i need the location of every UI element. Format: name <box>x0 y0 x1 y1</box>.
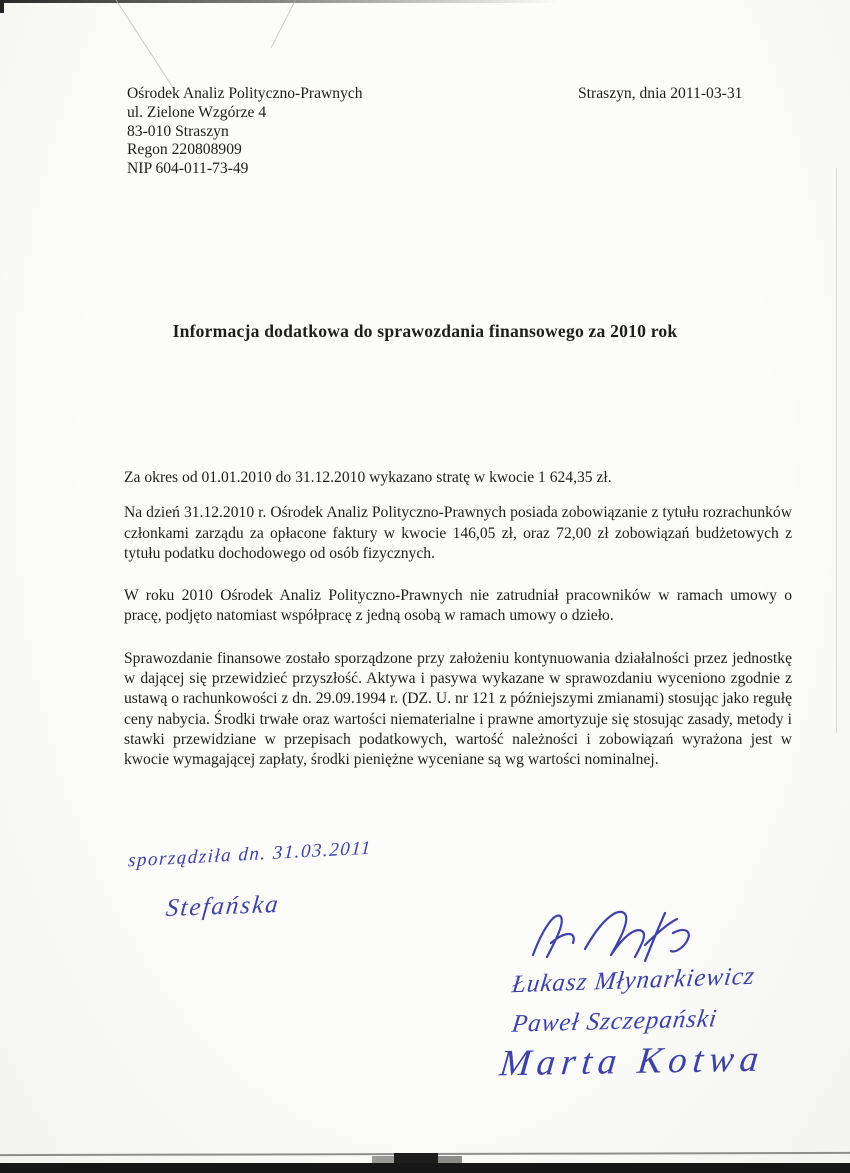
scan-artifact-bottom-band <box>0 1163 850 1173</box>
handwritten-note: sporządziła dn. 31.03.2011 <box>127 837 373 872</box>
paragraph-employment: W roku 2010 Ośrodek Analiz Polityczno-Prawnych nie zatrudniał pracowników w ramach umowy o pracę, podjęto natomiast współpracę z jedną osobą w ramach umowy o dzieło. <box>124 587 792 625</box>
signature-marta-kotwa: Marta Kotwa <box>497 1038 767 1085</box>
sender-city: 83-010 Straszyn <box>127 122 229 140</box>
scan-artifact-corner-mark <box>0 0 4 13</box>
paragraph-accounting-policy: Sprawozdanie finansowe zostało sporządzone przy założeniu kontynuowania działalności przez jednostkę w dającej się przewidzieć przyszłość. Aktywa i pasywa wykazane w sprawozdaniu wyceniono zgodnie z ustawą o rachunkowości z dn. 29.09.1994 r. (DZ. U. nr 121 z późniejszymi zmianami) stosując jako regułę ceny nabycia. Środki trwałe oraz wartości niematerialne i prawne amortyzuje się stosując zasady, metody i stawki przewidziane w przepisach podatkowych, wartość należności i zobowiązań wyrażona jest w kwocie wymagającej zapłaty, środki pieniężne wyceniane są wg wartości nominalnej. <box>124 649 792 769</box>
place-and-date: Straszyn, dnia 2011-03-31 <box>578 85 743 102</box>
sender-address-block <box>127 85 363 179</box>
paragraph-liabilities: Na dzień 31.12.2010 r. Ośrodek Analiz Polityczno-Prawnych posiada zobowiązanie z tytułu rozrachunków członkami zarządu za opłacone faktury w kwocie 146,05 zł, oraz 72,00 zł zobowiązań budżetowych z tytułu podatku dochodowego od osób fizycznych. <box>124 504 792 562</box>
scan-artifact-hairline <box>113 0 175 90</box>
paragraph-loss-statement: Za okres od 01.01.2010 do 31.12.2010 wykazano stratę w kwocie 1 624,35 zł. <box>124 469 612 486</box>
sender-regon: Regon 220808909 <box>127 141 242 159</box>
document-body <box>124 468 792 771</box>
signature-lukasz-mlynarkiewicz: Łukasz Młynarkiewicz <box>510 962 757 999</box>
signature-pawel-szczepanski: Paweł Szczepański <box>510 1005 719 1038</box>
sender-name: Ośrodek Analiz Polityczno-Prawnych <box>127 85 363 102</box>
signature-scribble-illegible <box>523 903 718 971</box>
sender-street: ul. Zielone Wzgórze 4 <box>127 103 267 121</box>
handwritten-signature-stefanska: Stefańska <box>164 890 282 923</box>
sender-nip: NIP 604-011-73-49 <box>127 160 249 178</box>
paper-crease <box>836 168 837 733</box>
document-title: Informacja dodatkowa do sprawozdania finansowego za 2010 rok <box>172 321 678 341</box>
scan-artifact-top-edge <box>0 0 560 3</box>
scan-artifact-hairline <box>271 0 298 48</box>
